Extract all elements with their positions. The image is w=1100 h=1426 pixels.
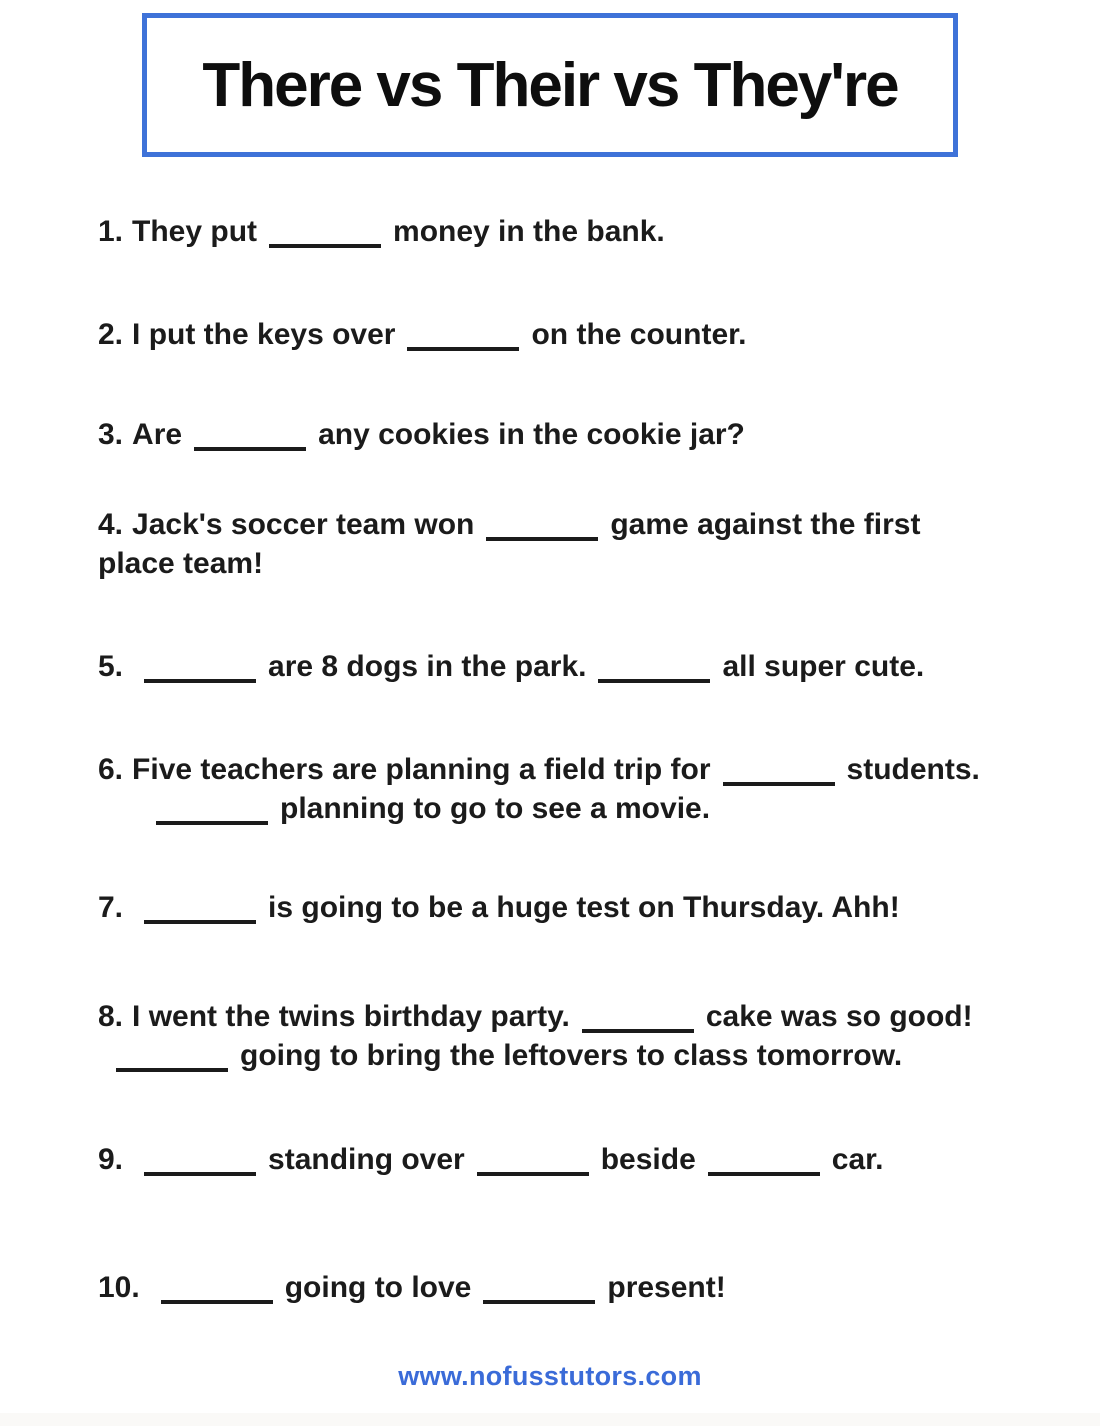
sentence-text: going to love (284, 1271, 472, 1304)
sentence-line (98, 505, 1070, 544)
sentence-line (98, 212, 1070, 251)
answer-blank[interactable] (483, 1296, 595, 1304)
sentence-text: cake was so good! (705, 1000, 973, 1033)
item-number: 10. (98, 1271, 140, 1304)
worksheet-item-9 (98, 1140, 1070, 1179)
answer-blank[interactable] (144, 1168, 256, 1176)
sentence-line (98, 1268, 1070, 1307)
sentence-text: standing over (268, 1143, 465, 1176)
sentence-line (98, 647, 1070, 686)
answer-blank[interactable] (156, 817, 268, 825)
item-number: 8. (98, 1000, 124, 1033)
item-number: 1. (98, 215, 124, 248)
answer-blank[interactable] (269, 240, 381, 248)
sentence-text: Five teachers are planning a field trip for (132, 753, 711, 786)
sentence-line (98, 750, 1070, 789)
answer-blank[interactable] (598, 675, 710, 683)
sentence-line (98, 315, 1070, 354)
answer-blank[interactable] (194, 443, 306, 451)
sentence-text: Jack's soccer team won (132, 508, 475, 541)
sentence-line (98, 997, 1070, 1036)
answer-blank[interactable] (486, 533, 598, 541)
worksheet-item-10 (98, 1268, 1070, 1307)
sentence-line (98, 544, 1070, 583)
sentence-text: car. (831, 1143, 884, 1176)
sentence-line (98, 1140, 1070, 1179)
worksheet-item-4 (98, 505, 1070, 583)
answer-blank[interactable] (407, 343, 519, 351)
sentence-text: Are (132, 418, 183, 451)
worksheet-item-6 (98, 750, 1070, 828)
item-number: 7. (98, 891, 124, 924)
item-number: 6. (98, 753, 124, 786)
item-number: 9. (98, 1143, 124, 1176)
sentence-text: game against the first (610, 508, 921, 541)
answer-blank[interactable] (723, 778, 835, 786)
worksheet-item-7 (98, 888, 1070, 927)
sentence-text: place team! (98, 547, 264, 580)
item-number: 4. (98, 508, 124, 541)
worksheet-item-5 (98, 647, 1070, 686)
worksheet-item-2 (98, 315, 1070, 354)
sentence-text: money in the bank. (393, 215, 665, 248)
sentence-text: planning to go to see a movie. (280, 792, 711, 825)
answer-blank[interactable] (144, 675, 256, 683)
sentence-text: I went the twins birthday party. (132, 1000, 570, 1033)
sentence-text: going to bring the leftovers to class tomorrow. (240, 1039, 903, 1072)
sentence-text: present! (607, 1271, 726, 1304)
worksheet-item-8 (98, 997, 1070, 1075)
sentence-line (98, 415, 1070, 454)
worksheet-item-1 (98, 212, 1070, 251)
sentence-line (98, 789, 1070, 828)
sentence-text: any cookies in the cookie jar? (318, 418, 745, 451)
sentence-line (98, 888, 1070, 927)
sentence-text: They put (132, 215, 258, 248)
sentence-text: students. (846, 753, 980, 786)
answer-blank[interactable] (582, 1025, 694, 1033)
item-number: 5. (98, 650, 124, 683)
worksheet-title: There vs Their vs They're (202, 50, 898, 120)
sentence-text: are 8 dogs in the park. (268, 650, 587, 683)
sentence-text: beside (600, 1143, 696, 1176)
sentence-text: I put the keys over (132, 318, 396, 351)
title-box (142, 13, 958, 157)
worksheet-items (0, 212, 1100, 1307)
sentence-text: on the counter. (531, 318, 747, 351)
sentence-text: is going to be a huge test on Thursday. Ahh! (268, 891, 900, 924)
item-number: 3. (98, 418, 124, 451)
answer-blank[interactable] (144, 916, 256, 924)
footer-link[interactable]: www.nofusstutors.com (398, 1361, 702, 1391)
bottom-strip (0, 1413, 1100, 1426)
answer-blank[interactable] (477, 1168, 589, 1176)
sentence-line (98, 1036, 1070, 1075)
item-number: 2. (98, 318, 124, 351)
worksheet-item-3 (98, 415, 1070, 454)
answer-blank[interactable] (116, 1064, 228, 1072)
answer-blank[interactable] (708, 1168, 820, 1176)
sentence-text: all super cute. (722, 650, 925, 683)
answer-blank[interactable] (161, 1296, 273, 1304)
